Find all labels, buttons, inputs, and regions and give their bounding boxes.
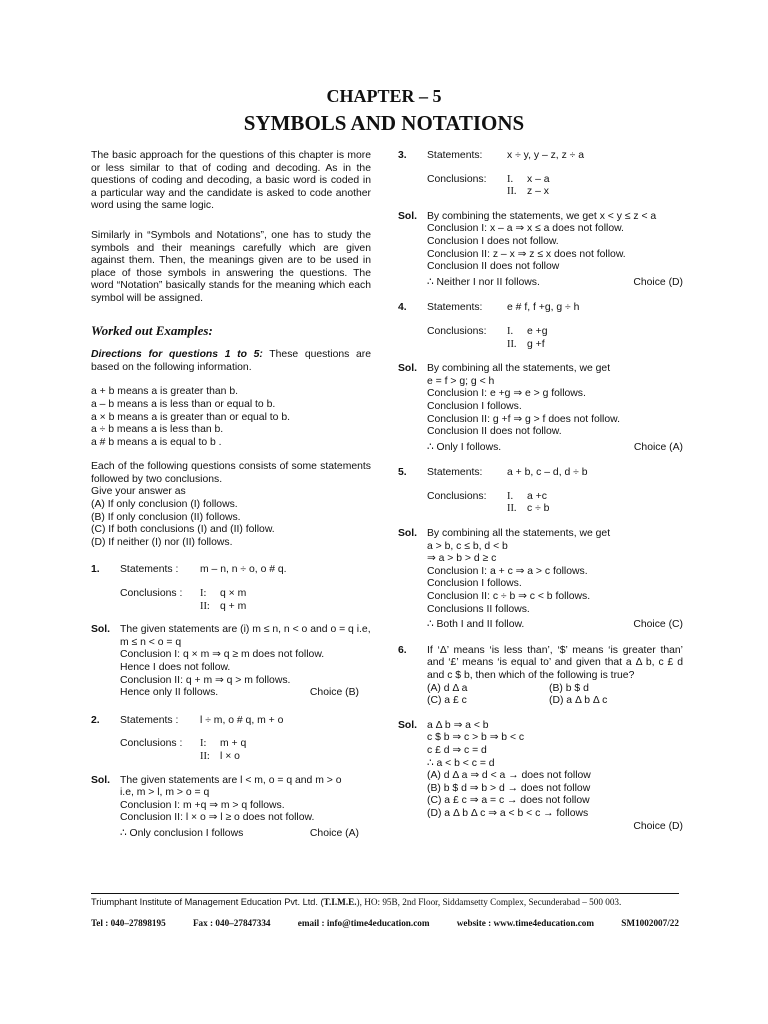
question-number: 6.: [398, 644, 407, 656]
conclusion-1: e +g: [527, 325, 548, 337]
solution-line: m ≤ n < o = q: [120, 636, 182, 648]
solution-line: ⇒ a > b > d ≥ c: [427, 553, 497, 565]
conclusion-numeral: I:: [200, 738, 207, 750]
choice-answer: Choice (B): [309, 687, 359, 699]
choice-answer: Choice (D): [633, 276, 683, 288]
conclusion-1: q × m: [220, 588, 247, 600]
solution-3: [398, 211, 683, 290]
conclusion-2: g +f: [527, 338, 545, 350]
solution-conclusion: ∴ Both I and II follow.: [427, 619, 525, 631]
statements-label: Statements:: [427, 467, 483, 479]
solution-line: (B) b $ d ⇒ b > d → does not follow: [427, 782, 591, 794]
conclusion-1: x – a: [527, 173, 550, 185]
worked-examples-heading: Worked out Examples:: [91, 322, 213, 338]
question-number: 3.: [398, 150, 407, 161]
conclusion-numeral: I.: [507, 325, 514, 337]
choice-answer: Choice (D): [633, 820, 683, 832]
directions-label: Directions for questions 1 to 5:: [91, 349, 263, 361]
solution-label: Sol.: [398, 363, 418, 375]
conclusion-2: q + m: [220, 600, 247, 612]
answer-option: (A) If only conclusion (I) follows.: [91, 499, 238, 511]
conclusion-2: l × o: [220, 750, 240, 762]
website: website : www.time4education.com: [456, 918, 595, 928]
option: (A) d Δ a: [427, 682, 468, 694]
solution-line: By combining the statements, we get x < y ≤ z < a: [427, 210, 657, 222]
solution-label: Sol.: [398, 210, 418, 222]
meaning-item: a ÷ b means a is less than b.: [91, 424, 224, 436]
solution-label: Sol.: [398, 719, 418, 731]
option: (C) a £ c: [427, 695, 467, 707]
statements-label: Statements :: [120, 714, 179, 726]
statements-label: Statements:: [427, 302, 483, 314]
solution-line: Conclusion I: q × m ⇒ q ≥ m does not follow.: [120, 649, 325, 661]
question-2: [91, 715, 371, 764]
solution-line: The given statements are l < m, o = q and m > o: [120, 774, 342, 786]
meaning-item: a – b means a is less than or equal to b.: [91, 398, 276, 410]
fax: Fax : 040–27847334: [192, 918, 271, 928]
statements-label: Statements :: [120, 564, 179, 576]
page-title: SYMBOLS AND NOTATIONS: [243, 111, 525, 135]
solution-label: Sol.: [91, 624, 111, 636]
statements: l ÷ m, o # q, m + o: [200, 714, 284, 726]
conclusion-2: c ÷ b: [527, 503, 550, 515]
solution-line: Conclusion II does not follow.: [427, 426, 562, 438]
meaning-item: a + b means a is greater than b.: [91, 386, 239, 398]
statements: e # f, f +g, g ÷ h: [507, 302, 580, 314]
address: ), HO: 95B, 2nd Floor, Siddamsetty Complex, Secunderabad – 500 003.: [356, 897, 622, 907]
conclusion-1: m + q: [220, 738, 247, 750]
question-3: [398, 150, 683, 199]
directions: [91, 349, 371, 374]
question-4: [398, 302, 683, 351]
conclusion-numeral: II:: [200, 600, 210, 612]
email: email : info@time4education.com: [297, 918, 430, 928]
solution-2: [91, 775, 371, 841]
solution-line: Conclusion I follows.: [427, 578, 522, 590]
right-column: [398, 150, 683, 833]
solution-line: Conclusion I: m +q ⇒ m > q follows.: [120, 799, 285, 811]
solution-label: Sol.: [398, 528, 418, 540]
solution-line: e = f > g; g < h: [427, 375, 495, 387]
solution-5: [398, 528, 683, 632]
solution-line: ∴ a < b < c = d: [427, 757, 495, 769]
solution-line: c $ b ⇒ c > b ⇒ b < c: [427, 732, 525, 744]
solution-conclusion: ∴ Neither I nor II follows.: [427, 276, 540, 288]
solution-line: Conclusion II: z – x ⇒ z ≤ x does not follow.: [427, 248, 626, 260]
option: (B) b $ d: [549, 682, 589, 694]
solution-line: a Δ b ⇒ a < b: [427, 719, 489, 731]
solution-line: Conclusion I: e +g ⇒ e > g follows.: [427, 388, 586, 400]
footer-address: [91, 897, 679, 907]
solution-line: The given statements are (i) m ≤ n, n < o and o = q i.e,: [120, 624, 371, 636]
conclusions-label: Conclusions :: [120, 588, 183, 600]
solution-conclusion: ∴ Only I follows.: [427, 441, 502, 453]
conclusion-numeral: II:: [200, 750, 210, 762]
solution-line: i.e, m > l, m > o = q: [120, 787, 210, 799]
left-column: [91, 150, 371, 841]
solution-1: [91, 624, 371, 700]
statements: m – n, n ÷ o, o # q.: [200, 564, 287, 576]
choice-answer: Choice (C): [633, 619, 683, 631]
statements: x ÷ y, y – z, z ÷ a: [507, 150, 585, 161]
conclusion-1: a +c: [527, 490, 547, 502]
meaning-item: a # b means a is equal to b .: [91, 436, 222, 448]
question-number: 1.: [91, 564, 100, 576]
answer-option: (D) If neither (I) nor (II) follows.: [91, 536, 233, 548]
solution-line: By combining all the statements, we get: [427, 363, 611, 375]
solution-line: a > b, c ≤ b, d < b: [427, 540, 508, 552]
statements-label: Statements:: [427, 150, 483, 161]
meaning-item: a × b means a is greater than or equal to b.: [91, 411, 290, 423]
conclusions-label: Conclusions :: [120, 738, 183, 750]
choice-answer: Choice (A): [309, 827, 359, 839]
conclusions-label: Conclusions:: [427, 325, 487, 337]
solution-4: [398, 363, 683, 454]
symbol-meanings: [91, 386, 371, 449]
footer-contact: [91, 918, 679, 928]
question-text: If ‘Δ’ means ‘is less than’, ‘$’ means ‘is greater than’ and ‘£’ means ‘is equal to’ and given that a Δ b, c £ d and c $ b, then which of the following is true?: [427, 644, 683, 681]
solution-line: Conclusion I: x – a ⇒ x ≤ a does not follow.: [427, 223, 624, 235]
question-number: 5.: [398, 467, 407, 479]
intro-paragraph-1: The basic approach for the questions of this chapter is more or less similar to that of coding and decoding. As in the questions of coding and decoding, a basic word is coded in a particular way and the candidate is asked to code another word using the same logic.: [91, 150, 371, 212]
intro-paragraph-2: Similarly in “Symbols and Notations”, one has to study the symbols and their meanings carefully which are given against them. Then, the meanings given are to be used in place of those symbols in answering the questions. The word “Notation” basically stands for the meaning which each symbol will be assigned.: [91, 229, 371, 304]
conclusion-numeral: II.: [507, 186, 517, 198]
question-number: 2.: [91, 714, 100, 726]
telephone: Tel : 040–27898195: [91, 918, 166, 928]
solution-line: Conclusion I does not follow.: [427, 235, 559, 247]
document-code: SM1002007/22: [621, 918, 679, 928]
choice-answer: Choice (A): [633, 441, 683, 453]
solution-line: (A) d Δ a ⇒ d < a → does not follow: [427, 770, 591, 782]
solution-6: [398, 720, 683, 833]
option: (D) a Δ b Δ c: [549, 695, 608, 707]
conclusion-2: z – x: [527, 186, 549, 198]
conclusion-numeral: I:: [200, 588, 207, 600]
conclusion-numeral: II.: [507, 338, 517, 350]
solution-line: c £ d ⇒ c = d: [427, 744, 487, 756]
conclusions-label: Conclusions:: [427, 490, 487, 502]
question-5: [398, 467, 683, 516]
conclusion-numeral: I.: [507, 173, 514, 185]
conclusion-numeral: I.: [507, 490, 514, 502]
solution-line: Hence only II follows.: [120, 687, 219, 699]
conclusions-label: Conclusions:: [427, 173, 487, 185]
solution-line: Conclusion II: l × o ⇒ l ≥ o does not follow.: [120, 812, 315, 824]
solution-line: (D) a Δ b Δ c ⇒ a < b < c → follows: [427, 807, 589, 819]
instructions: Each of the following questions consists of some statements followed by two conclusions.: [91, 461, 371, 485]
solution-line: By combining all the statements, we get: [427, 528, 611, 540]
institute-name: Triumphant Institute of Management Education Pvt. Ltd. (: [91, 897, 324, 907]
solution-line: Conclusion I follows.: [427, 400, 522, 412]
brand-name: T.I.M.E.: [323, 897, 357, 907]
question-number: 4.: [398, 302, 407, 314]
solution-line: Conclusion II: c ÷ b ⇒ c < b follows.: [427, 591, 591, 603]
statements: a + b, c – d, d ÷ b: [507, 467, 588, 479]
directions-text: These questions are based on the following information.: [91, 349, 371, 373]
solution-line: Conclusion II: g +f ⇒ g > f does not follow.: [427, 413, 620, 425]
chapter-number: CHAPTER – 5: [326, 86, 442, 106]
question-1: [91, 564, 371, 613]
solution-line: Conclusion II does not follow: [427, 261, 560, 273]
solution-line: Conclusions II follows.: [427, 603, 530, 615]
solution-line: Hence I does not follow.: [120, 662, 231, 673]
footer-divider: [91, 893, 679, 894]
solution-line: Conclusion II: q + m ⇒ q > m follows.: [120, 674, 291, 686]
solution-line: Conclusion I: a + c ⇒ a > c follows.: [427, 565, 588, 577]
answer-option: (C) If both conclusions (I) and (II) follow.: [91, 524, 275, 536]
answer-option: (B) If only conclusion (II) follows.: [91, 511, 241, 523]
solution-line: (C) a £ c ⇒ a = c → does not follow: [427, 795, 590, 807]
question-6: [398, 645, 683, 708]
solution-conclusion: ∴ Only conclusion I follows: [120, 827, 244, 839]
solution-label: Sol.: [91, 774, 111, 786]
conclusion-numeral: II.: [507, 503, 517, 515]
give-answer: Give your answer as: [91, 486, 186, 498]
